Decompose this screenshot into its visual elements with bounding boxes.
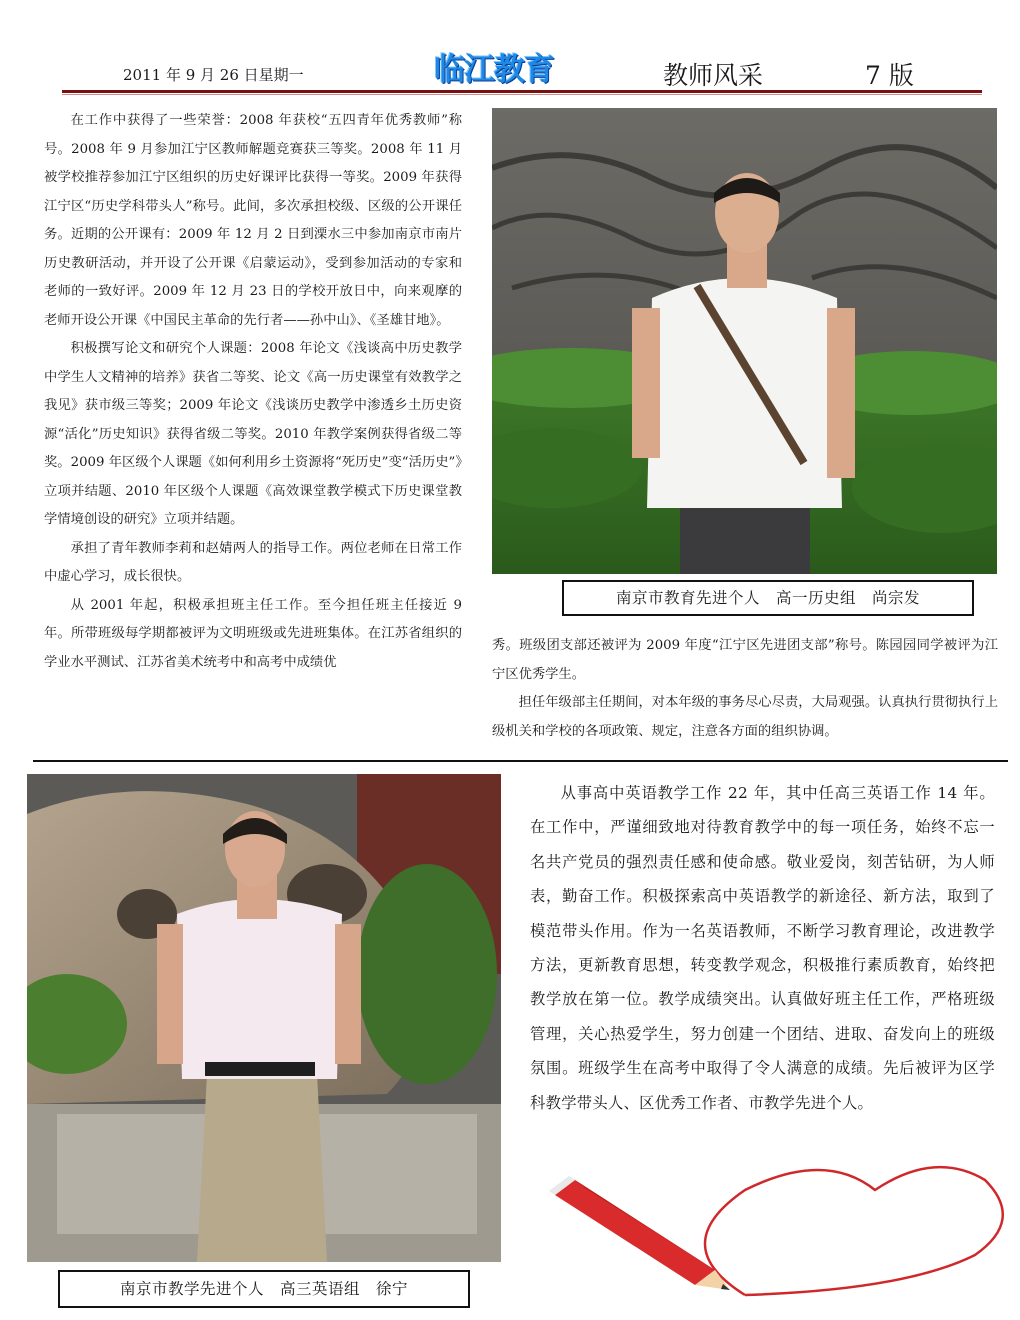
article1-text (44, 107, 462, 677)
pencil-icon (549, 1176, 730, 1290)
teacher-photo-history (492, 108, 997, 574)
header-rule-thin (62, 94, 982, 95)
article2-paragraph: 从事高中英语教学工作 22 年，其中任高三英语工作 14 年。在工作中，严谨细致地对待教育教学中的每一项任务，始终不忘一名共产党员的强烈责任感和使命感。敬业爱岗，刻苦钻研，为人师表，勤奋工作。积极探索高中英语教学的新途径、新方法，取到了模范带头作用。作为一名英语教师，不断学习教育理论，改进教学方法，更新教育思想，转变教学观念，积极推行素质教育，始终把教学放在第一位。教学成绩突出。认真做好班主任工作，严格班级管理，关心热爱学生，努力创建一个团结、进取、奋发向上的班级氛围。班级学生在高考中取得了令人满意的成绩。先后被评为区学科教学带头人、区优秀工作者、市教学先进个人。 (530, 784, 995, 1112)
teacher-photo-english (27, 774, 501, 1262)
article1-paragraph: 积极撰写论文和研究个人课题：2008 年论文《浅谈高中历史教学中学生人文精神的培养》获省二等奖、论文《高一历史课堂有效教学之我见》获市级三等奖；2009 年论文《浅谈历史教学中渗透乡土历史资源“活化”历史知识》获得省级二等奖。2010 年教学案例获得省级二等奖。2009 年区级个人课题《如何利用乡土资源将“死历史”变“活历史”》立项并结题、2010 年区级个人课题《高效课堂教学模式下历史课堂教学情境创设的研究》立项并结题。 (44, 341, 462, 527)
heart-outline (705, 1167, 1003, 1295)
newspaper-logo: 临江教育 (434, 52, 554, 88)
article1-continuation (492, 632, 998, 746)
article1-continuation-paragraph: 担任年级部主任期间，对本年级的事务尽心尽责，大局观强。认真执行贯彻执行上级机关和学校的各项政策、规定，注意各方面的组织协调。 (492, 695, 998, 739)
issue-date: 2011 年 9 月 26 日星期一 (123, 66, 304, 84)
section-title: 教师风采 (663, 61, 764, 90)
page-number: 7 版 (865, 61, 914, 90)
photo-caption-history: 南京市教育先进个人 高一历史组 尚宗发 (562, 580, 974, 616)
article1-continuation-paragraph: 秀。班级团支部还被评为 2009 年度“江宁区先进团支部”称号。陈园园同学被评为江宁区优秀学生。 (492, 638, 998, 682)
article2-text (530, 776, 995, 1120)
section-divider (33, 760, 1008, 762)
article1-paragraph: 承担了青年教师李莉和赵婧两人的指导工作。两位老师在日常工作中虚心学习，成长很快。 (44, 540, 462, 584)
pencil-heart-decoration (545, 1150, 1015, 1310)
header-rule (62, 90, 982, 93)
photo-caption-english: 南京市教学先进个人 高三英语组 徐宁 (58, 1270, 470, 1308)
article1-paragraph: 在工作中获得了一些荣誉：2008 年获校“五四青年优秀教师”称号。2008 年 9 月参加江宁区教师解题竞赛获三等奖。2008 年 11 月被学校推荐参加江宁区组织的历史好课评比获得一等奖。2009 年获得江宁区“历史学科带头人”称号。此间，多次承担校级、区级的公开课任务。近期的公开课有：2009 年 12 月 2 日到溧水三中参加南京市南片历史教研活动，并开设了公开课《启蒙运动》，受到参加活动的专家和老师的一致好评。2009 年 12 月 23 日的学校开放日中，向来观摩的老师开设公开课《中国民主革命的先行者——孙中山》、《圣雄甘地》。 (44, 113, 462, 328)
article1-paragraph: 从 2001 年起，积极承担班主任工作。至今担任班主任接近 9 年。所带班级每学期都被评为文明班级或先进班集体。在江苏省组织的学业水平测试、江苏省美术统考中和高考中成绩优 (44, 597, 462, 670)
